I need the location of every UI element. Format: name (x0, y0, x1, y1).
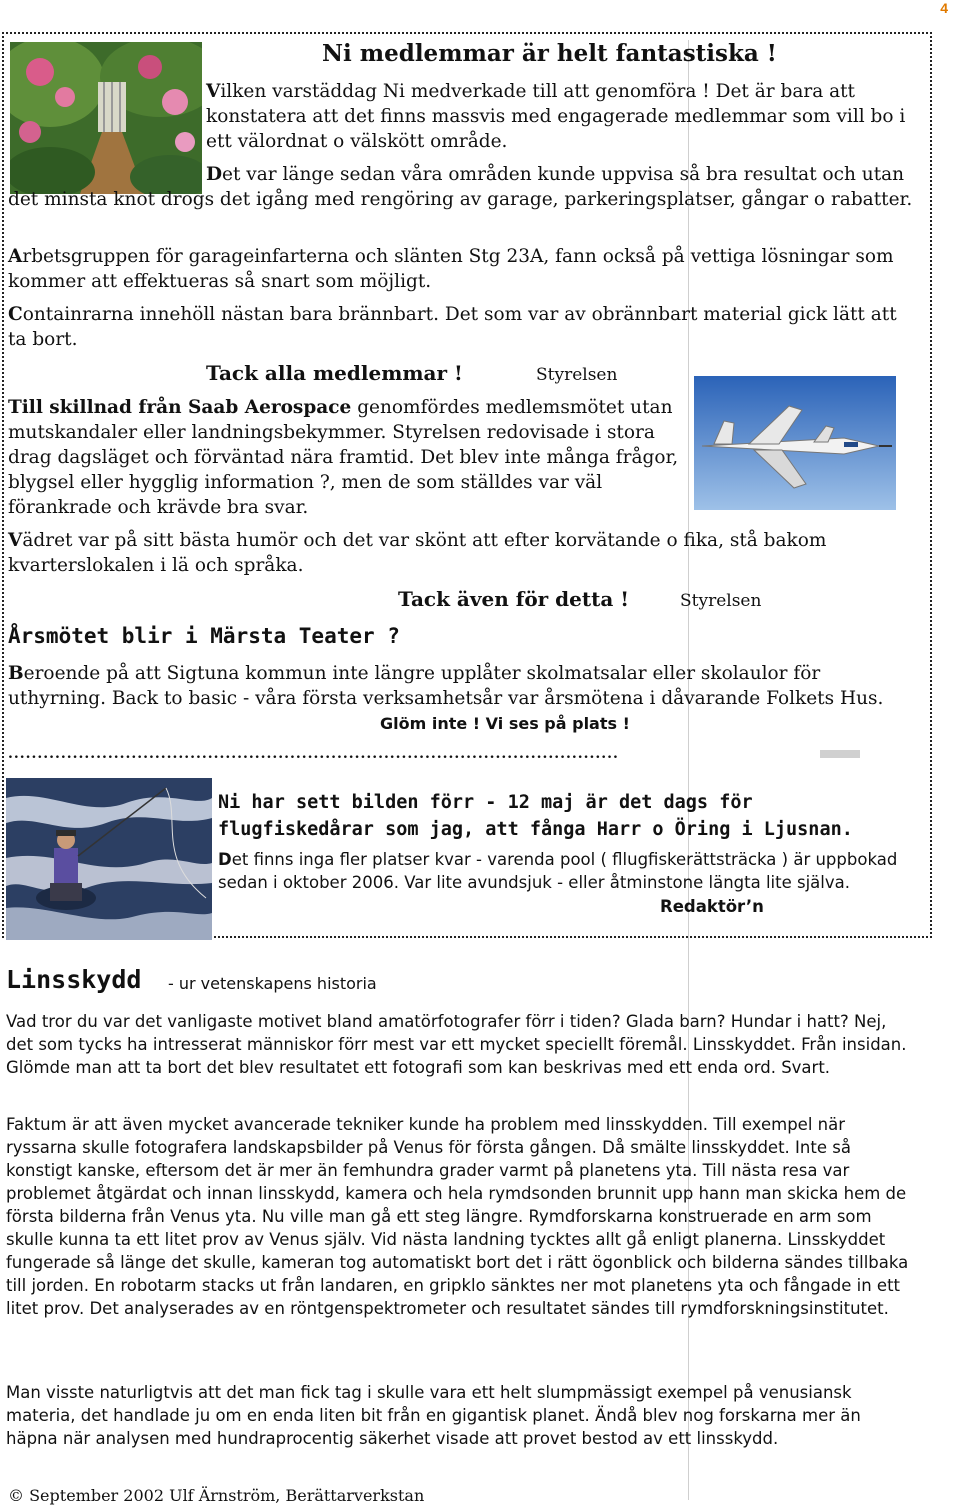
flyfishing-heading: Ni har sett bilden förr - 12 maj är det dags för flugfiskedårar som jag, att fånga Harr o Öring i Ljusnan. (218, 792, 853, 840)
editor-signature: Redaktör’n (660, 897, 764, 916)
lensskydd-para3: Man visste naturligtvis att det man fick tag i skulle vara ett helt slumpmässigt exempel på venusiansk materia, det handlade ju om en enda liten bit från en gigantisk planet. Ändå blev nog forskarna mer än häpna när analysen med hundraprocentig säkerhet visade att provet bestod av ett linsskydd. (6, 1383, 861, 1448)
para-text: et var länge sedan våra områden kunde uppvisa så bra resultat och utan det minsta knot drogs det igång med rengöring av garage, parkeringsplatser, gångar o rabatter. (8, 164, 913, 210)
page-number: 4 (940, 0, 948, 16)
flyfishing-photo (6, 778, 212, 940)
para-working-group (8, 244, 918, 294)
thanks-members: Tack alla medlemmar ! (206, 361, 463, 385)
section-title-members: Ni medlemmar är helt fantastiska ! (322, 40, 777, 67)
footer-copyright: © September 2002 Ulf Ärnström, Berättarverkstan (8, 1486, 425, 1505)
para-text: ontainrarna innehöll nästan bara brännbart. Det som var av obrännbart material gick lätt att ta bort. (8, 304, 897, 350)
dropcap: C (8, 304, 23, 325)
dotted-separator: ........................................................................................................ (8, 746, 619, 762)
flyfishing-body (218, 848, 908, 894)
lensskydd-para2: Faktum är att även mycket avancerade tekniker kunde ha problem med linsskydden. Till exempel när ryssarna skulle fotografera landskapsbilder på Venus för första gången. Då smälte linsskyddet. Inte så konstigt kanske, eftersom det är mer än femhundra grader varmt på planetens yta. Till nästa resa var problemet åtgärdat och innan linsskydd, kamera och hela rymdsonden brunnit upp hann man skicka hem de första bilderna från Venus yta. Nu ville man gå ett steg längre. Rymdforskarna konstruerade en arm som skulle kunna ta ett litet prov av Venus själv. Vid nästa landning tycktes allt gå enligt planerna. Linsskyddet fungerade så länge det skulle, kameran tog automatiskt bort det i rätt ögonblick och bilderna sändes tillbaka till jorden. En robotarm stacks ut från landaren, en gripklo sänktes ner mot planetens yta och fångade in ett litet prov. Det analyserades av en röntgenspektrometer och resultatet sändes till rymdforskningsinstitutet. (6, 1115, 909, 1318)
jet-photo (694, 376, 896, 510)
lensskydd-title: Linsskydd (6, 965, 142, 994)
dropcap: V (206, 81, 221, 102)
dropcap: D (218, 850, 232, 869)
para-text: rbetsgruppen för garageinfarterna och slänten Stg 23A, fann också på vettiga lösningar som kommer att effektueras så snart som möjligt. (8, 246, 894, 292)
thanks-also: Tack även för detta ! (398, 587, 630, 611)
para-text: et finns inga fler platser kvar - varenda pool ( fllugfiskerättsträcka ) är uppbokad sedan i oktober 2006. Var lite avundsjuk - eller åtminstone längta lite själva. (218, 850, 898, 892)
signature-board-2: Styrelsen (680, 591, 762, 611)
para-saab (8, 395, 690, 520)
para-text: ädret var på sitt bästa humör och det var skönt att efter korvätande o fika, stå bakom kvarterslokalen i lä och språka. (8, 530, 827, 576)
dropcap: V (8, 530, 23, 551)
para-text: eroende på att Sigtuna kommun inte längre upplåter skolmatsalar eller skolaulor för uthyrning. Back to basic - våra första verksamhetsår var årsmötena i dåvarande Folkets Hus. (8, 663, 884, 709)
para-results (8, 162, 922, 212)
para-text: ilken varstäddag Ni medverkade till att genomföra ! Det är bara att konstatera att det finns massvis med engagerade medlemmar som vill bo i ett välordnat o välskött område. (206, 81, 906, 152)
dropcap: B (8, 663, 24, 684)
grey-bar (820, 750, 860, 758)
dropcap: A (8, 246, 23, 267)
meeting-title: Årsmötet blir i Märsta Teater ? (8, 624, 400, 648)
para-weather (8, 528, 920, 578)
saab-lead: Till skillnad från Saab Aerospace (8, 397, 352, 418)
dropcap: D (206, 164, 223, 185)
reminder: Glöm inte ! Vi ses på plats ! (380, 714, 630, 733)
para-meeting (8, 661, 920, 711)
lensskydd-subtitle: - ur vetenskapens historia (168, 974, 377, 993)
para-spring-cleaning (206, 79, 918, 154)
lensskydd-para1: Vad tror du var det vanligaste motivet bland amatörfotografer förr i tiden? Glada barn? Hundar i hatt? Nej, det som tycks ha intresserat människor förr mest var ett mycket speciellt föremål. Linsskyddet. Från insidan. Glömde man att ta bort det blev resultatet ett fotografi som kan beskrivas med ett enda ord. Svart. (6, 1012, 907, 1077)
signature-board: Styrelsen (536, 365, 618, 385)
para-containers (8, 302, 918, 352)
para-text: genomfördes medlemsmötet utan mutskandaler eller landningsbekymmer. Styrelsen redovisade i stora drag dagsläget och förväntad nära framtid. Det blev inte många frågor, blygsel eller hygglig information ?, men de som ställdes var väl förankrade och krävde bra svar. (8, 397, 679, 518)
